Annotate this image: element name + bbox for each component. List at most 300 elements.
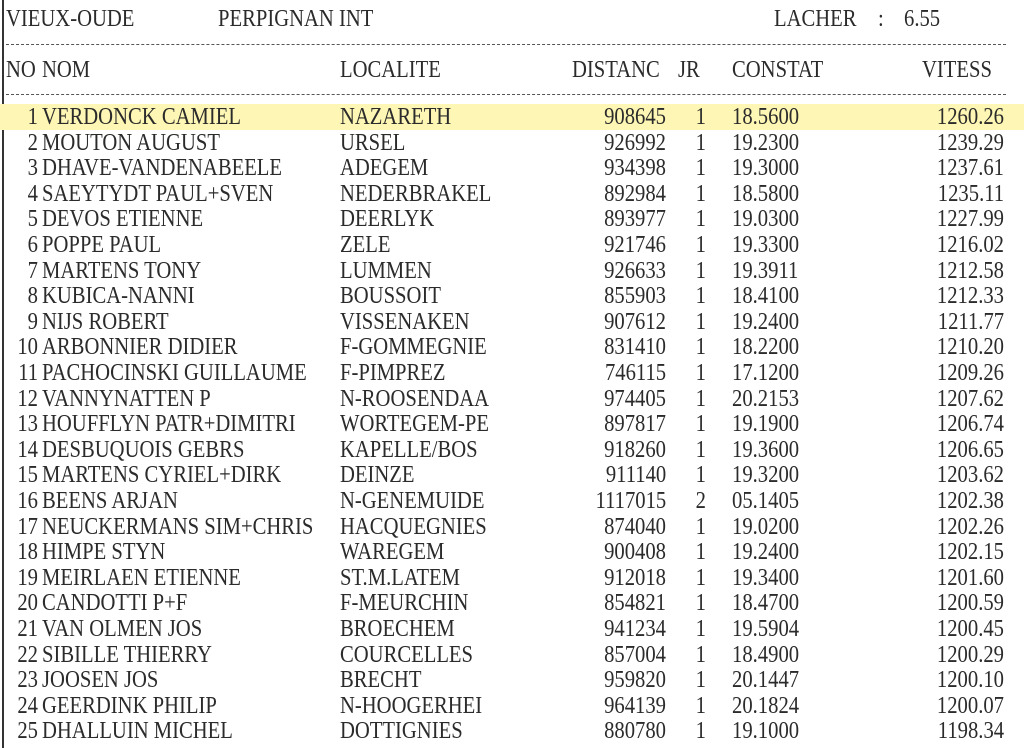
row-distance-cell bbox=[595, 360, 666, 386]
table-row bbox=[0, 334, 1024, 360]
row-day-cell bbox=[694, 514, 706, 540]
row-day: 1 bbox=[695, 155, 706, 182]
row-name: GEERDINK PHILIP bbox=[42, 692, 217, 719]
row-constat-cell bbox=[732, 462, 810, 488]
row-day: 1 bbox=[695, 360, 706, 386]
row-localite-cell bbox=[340, 616, 473, 642]
row-localite-cell bbox=[340, 360, 463, 386]
row-no: 24 bbox=[17, 692, 38, 719]
row-constat-cell bbox=[732, 360, 810, 386]
row-speed-cell bbox=[926, 514, 1004, 540]
row-distance: 900408 bbox=[604, 539, 666, 566]
row-localite-cell bbox=[340, 386, 513, 412]
row-name: VAN OLMEN JOS bbox=[42, 616, 203, 642]
row-no-cell bbox=[14, 642, 38, 668]
row-constat-cell bbox=[732, 155, 810, 181]
row-no: 21 bbox=[17, 616, 38, 642]
row-localite: BROECHEM bbox=[340, 616, 455, 642]
row-localite-cell bbox=[340, 181, 516, 207]
row-day-cell bbox=[694, 667, 706, 693]
row-constat: 18.2200 bbox=[732, 334, 800, 361]
row-name-cell bbox=[42, 181, 311, 207]
row-constat: 18.4700 bbox=[732, 590, 800, 617]
row-no-cell bbox=[26, 232, 38, 258]
race-name: PERPIGNAN INT bbox=[218, 6, 374, 32]
table-row bbox=[0, 590, 1024, 616]
row-localite-cell bbox=[340, 565, 480, 591]
row-distance: 857004 bbox=[604, 641, 666, 668]
row-localite: WAREGEM bbox=[340, 539, 445, 566]
table-row bbox=[0, 616, 1024, 642]
row-speed: 1207.62 bbox=[936, 385, 1004, 412]
row-constat-cell bbox=[732, 642, 810, 668]
row-speed-cell bbox=[926, 130, 1004, 156]
row-constat: 19.3300 bbox=[732, 232, 800, 258]
row-localite-cell bbox=[340, 104, 469, 130]
row-localite-cell bbox=[340, 590, 489, 616]
row-distance-cell bbox=[594, 411, 666, 437]
row-speed: 1211.77 bbox=[937, 308, 1004, 335]
row-name-cell bbox=[42, 514, 358, 540]
row-constat-cell bbox=[732, 206, 810, 232]
row-name: KUBICA-NANNI bbox=[42, 283, 195, 310]
row-localite: KAPELLE/BOS bbox=[340, 436, 478, 463]
row-speed: 1198.34 bbox=[937, 718, 1004, 745]
row-name: DEVOS ETIENNE bbox=[42, 206, 204, 233]
row-constat-cell bbox=[732, 130, 810, 156]
row-localite: ZELE bbox=[340, 232, 391, 258]
table-row bbox=[0, 462, 1024, 488]
row-localite-cell bbox=[340, 258, 447, 284]
row-day-cell bbox=[694, 130, 706, 156]
row-constat: 19.5904 bbox=[732, 616, 800, 642]
row-localite: N-ROOSENDAA bbox=[340, 385, 490, 412]
row-name-cell bbox=[42, 232, 181, 258]
row-speed: 1216.02 bbox=[936, 232, 1004, 258]
row-name-cell bbox=[42, 462, 320, 488]
row-name-cell bbox=[42, 667, 177, 693]
row-name: HOUFFLYN PATR+DIMITRI bbox=[42, 411, 296, 438]
row-day: 1 bbox=[695, 283, 706, 310]
row-no-cell bbox=[15, 360, 38, 386]
row-speed: 1201.60 bbox=[936, 564, 1004, 591]
row-speed-cell bbox=[926, 539, 1004, 565]
row-name-cell bbox=[42, 539, 185, 565]
row-name: SAEYTYDT PAUL+SVEN bbox=[42, 180, 274, 207]
row-no: 4 bbox=[27, 180, 38, 207]
row-constat: 20.1824 bbox=[732, 692, 800, 719]
table-row bbox=[0, 130, 1024, 156]
row-name: ARBONNIER DIDIER bbox=[42, 334, 238, 361]
row-no: 25 bbox=[17, 718, 38, 745]
row-distance: 897817 bbox=[604, 411, 666, 438]
row-constat: 20.2153 bbox=[732, 385, 800, 412]
row-name: MARTENS CYRIEL+DIRK bbox=[42, 462, 282, 489]
row-no-cell bbox=[14, 462, 38, 488]
row-no-cell bbox=[26, 309, 38, 335]
row-localite: NAZARETH bbox=[340, 104, 452, 130]
row-day: 1 bbox=[695, 564, 706, 591]
table-row bbox=[0, 411, 1024, 437]
row-name: BEENS ARJAN bbox=[42, 488, 178, 514]
row-constat-cell bbox=[732, 334, 810, 360]
row-name: HIMPE STYN bbox=[42, 539, 166, 566]
row-day-cell bbox=[694, 334, 706, 360]
row-distance-cell bbox=[594, 437, 666, 463]
row-speed: 1200.59 bbox=[936, 590, 1004, 617]
row-day: 1 bbox=[695, 590, 706, 617]
row-distance: 831410 bbox=[604, 334, 666, 361]
row-speed-cell bbox=[927, 718, 1004, 744]
row-distance: 911140 bbox=[605, 462, 666, 489]
row-speed: 1260.26 bbox=[936, 104, 1004, 130]
row-speed-cell bbox=[926, 462, 1004, 488]
row-day-cell bbox=[694, 411, 706, 437]
row-speed-cell bbox=[926, 616, 1004, 642]
row-name: PACHOCINSKI GUILLAUME bbox=[42, 360, 307, 386]
row-no: 18 bbox=[17, 539, 38, 566]
row-localite: LUMMEN bbox=[340, 257, 432, 284]
row-name-cell bbox=[42, 130, 249, 156]
table-row bbox=[0, 181, 1024, 207]
row-distance-cell bbox=[594, 616, 666, 642]
row-no: 13 bbox=[17, 411, 38, 438]
row-day-cell bbox=[694, 462, 706, 488]
table-row bbox=[0, 437, 1024, 463]
row-localite-cell bbox=[340, 642, 495, 668]
row-name: NEUCKERMANS SIM+CHRIS bbox=[42, 513, 314, 540]
row-constat-cell bbox=[732, 488, 810, 514]
row-no-cell bbox=[14, 514, 38, 540]
row-distance: 1117015 bbox=[595, 488, 666, 514]
row-constat-cell bbox=[732, 283, 810, 309]
row-day: 1 bbox=[695, 513, 706, 540]
row-day: 1 bbox=[695, 180, 706, 207]
row-day: 1 bbox=[695, 616, 706, 642]
row-localite-cell bbox=[340, 514, 511, 540]
row-day-cell bbox=[694, 642, 706, 668]
row-localite: URSEL bbox=[340, 129, 406, 156]
row-speed-cell bbox=[926, 642, 1004, 668]
table-row bbox=[0, 386, 1024, 412]
row-no-cell bbox=[14, 616, 38, 642]
row-no-cell bbox=[14, 718, 38, 744]
row-distance-cell bbox=[594, 386, 666, 412]
row-constat: 19.2400 bbox=[732, 539, 800, 566]
row-name: DHALLUIN MICHEL bbox=[42, 718, 233, 745]
row-day: 1 bbox=[695, 308, 706, 335]
row-localite: DEINZE bbox=[340, 462, 415, 489]
row-day: 1 bbox=[695, 385, 706, 412]
row-distance-cell bbox=[594, 539, 666, 565]
row-constat: 19.0300 bbox=[732, 206, 800, 233]
table-row bbox=[0, 514, 1024, 540]
row-speed: 1200.07 bbox=[936, 692, 1004, 719]
row-day: 1 bbox=[695, 257, 706, 284]
row-speed: 1239.29 bbox=[936, 129, 1004, 156]
row-localite-cell bbox=[340, 232, 399, 258]
row-no: 14 bbox=[17, 436, 38, 463]
row-distance-cell bbox=[594, 155, 666, 181]
row-constat-cell bbox=[732, 258, 809, 284]
row-no-cell bbox=[26, 130, 38, 156]
row-distance-cell bbox=[594, 693, 666, 719]
row-constat: 19.0200 bbox=[732, 513, 800, 540]
row-day: 1 bbox=[695, 718, 706, 745]
row-speed: 1235.11 bbox=[937, 180, 1004, 207]
row-constat: 19.2300 bbox=[732, 129, 800, 156]
table-row bbox=[0, 155, 1024, 181]
row-localite-cell bbox=[340, 539, 461, 565]
row-distance-cell bbox=[594, 718, 666, 744]
row-no: 20 bbox=[17, 590, 38, 617]
row-no-cell bbox=[14, 437, 38, 463]
row-distance-cell bbox=[594, 206, 666, 232]
row-name-cell bbox=[42, 411, 337, 437]
row-name-cell bbox=[42, 283, 219, 309]
row-name-cell bbox=[42, 565, 273, 591]
row-localite: DEERLYK bbox=[340, 206, 435, 233]
row-constat: 19.3911 bbox=[732, 257, 799, 284]
row-localite-cell bbox=[340, 693, 505, 719]
row-day: 1 bbox=[695, 667, 706, 694]
row-constat: 20.1447 bbox=[732, 667, 800, 694]
row-speed-cell bbox=[927, 181, 1004, 207]
row-distance: 974405 bbox=[604, 385, 666, 412]
row-speed: 1202.26 bbox=[936, 513, 1004, 540]
row-day-cell bbox=[694, 488, 706, 514]
row-speed-cell bbox=[926, 334, 1004, 360]
row-no-cell bbox=[14, 386, 38, 412]
row-constat: 19.2400 bbox=[732, 308, 800, 335]
release-label: LACHER bbox=[774, 6, 857, 32]
row-distance: 964139 bbox=[604, 692, 666, 719]
row-localite: N-GENEMUIDE bbox=[340, 488, 485, 514]
release-separator: : bbox=[878, 6, 884, 32]
row-localite-cell bbox=[340, 411, 513, 437]
row-distance: 855903 bbox=[604, 283, 666, 310]
row-day: 1 bbox=[695, 436, 706, 463]
row-name-cell bbox=[42, 360, 350, 386]
row-day-cell bbox=[694, 718, 706, 744]
row-name-cell bbox=[42, 693, 245, 719]
row-day-cell bbox=[694, 693, 706, 719]
row-distance: 959820 bbox=[604, 667, 666, 694]
table-row bbox=[0, 258, 1024, 284]
row-distance-cell bbox=[594, 334, 666, 360]
row-constat-cell bbox=[732, 590, 810, 616]
row-distance-cell bbox=[594, 258, 666, 284]
col-no: NO bbox=[6, 57, 36, 83]
row-localite-cell bbox=[340, 283, 457, 309]
row-name: VERDONCK CAMIEL bbox=[42, 104, 241, 130]
row-constat-cell bbox=[732, 539, 810, 565]
row-name: JOOSEN JOS bbox=[42, 667, 159, 694]
row-no: 22 bbox=[17, 641, 38, 668]
row-localite-cell bbox=[340, 130, 416, 156]
row-day-cell bbox=[694, 360, 706, 386]
row-day-cell bbox=[694, 283, 706, 309]
row-no-cell bbox=[14, 565, 38, 591]
row-no-cell bbox=[14, 667, 38, 693]
row-no: 9 bbox=[27, 308, 38, 335]
row-day-cell bbox=[694, 155, 706, 181]
row-speed-cell bbox=[926, 590, 1004, 616]
row-constat: 19.1900 bbox=[732, 411, 800, 438]
row-constat-cell bbox=[732, 104, 810, 130]
row-day-cell bbox=[694, 539, 706, 565]
row-no: 8 bbox=[27, 283, 38, 310]
row-no: 15 bbox=[17, 462, 38, 489]
row-no: 17 bbox=[17, 513, 38, 540]
row-localite: F-GOMMEGNIE bbox=[340, 334, 487, 361]
row-name-cell bbox=[42, 258, 227, 284]
row-localite-cell bbox=[340, 718, 483, 744]
row-day-cell bbox=[694, 258, 706, 284]
row-no-cell bbox=[26, 181, 38, 207]
row-constat-cell bbox=[732, 693, 810, 719]
row-localite: VISSENAKEN bbox=[340, 308, 470, 335]
row-name-cell bbox=[42, 386, 238, 412]
row-distance: 854821 bbox=[604, 590, 666, 617]
table-row bbox=[0, 360, 1024, 386]
row-distance-cell bbox=[584, 488, 666, 514]
row-no-cell bbox=[26, 206, 38, 232]
row-distance-cell bbox=[594, 104, 666, 130]
row-speed-cell bbox=[926, 155, 1004, 181]
row-speed-cell bbox=[926, 232, 1004, 258]
row-name-cell bbox=[42, 642, 240, 668]
row-distance: 918260 bbox=[604, 436, 666, 463]
row-constat-cell bbox=[732, 181, 810, 207]
row-name-cell bbox=[42, 488, 200, 514]
row-name-cell bbox=[42, 206, 229, 232]
row-distance-cell bbox=[594, 130, 666, 156]
row-constat: 19.3000 bbox=[732, 155, 800, 182]
row-distance: 934398 bbox=[604, 155, 666, 182]
row-day-cell bbox=[694, 386, 706, 412]
table-row bbox=[0, 693, 1024, 719]
row-localite: N-HOOGERHEI bbox=[340, 692, 483, 719]
row-distance-cell bbox=[594, 309, 666, 335]
row-no-cell bbox=[14, 590, 38, 616]
row-speed-cell bbox=[926, 693, 1004, 719]
row-speed-cell bbox=[926, 104, 1004, 130]
row-localite: COURCELLES bbox=[340, 641, 474, 668]
row-no: 5 bbox=[27, 206, 38, 233]
table-row bbox=[0, 104, 1024, 130]
table-row bbox=[0, 718, 1024, 744]
row-name: MARTENS TONY bbox=[42, 257, 202, 284]
row-speed: 1212.58 bbox=[936, 257, 1004, 284]
row-constat-cell bbox=[732, 616, 810, 642]
table-row bbox=[0, 206, 1024, 232]
row-no: 19 bbox=[17, 564, 38, 591]
row-constat-cell bbox=[732, 309, 810, 335]
row-no-cell bbox=[14, 693, 38, 719]
row-day-cell bbox=[694, 565, 706, 591]
row-day: 1 bbox=[695, 692, 706, 719]
row-name: MOUTON AUGUST bbox=[42, 129, 220, 156]
row-speed: 1202.15 bbox=[936, 539, 1004, 566]
row-distance-cell bbox=[596, 462, 666, 488]
row-day: 2 bbox=[695, 488, 706, 514]
row-day: 1 bbox=[695, 539, 706, 566]
row-speed: 1237.61 bbox=[936, 155, 1004, 182]
row-localite-cell bbox=[340, 155, 443, 181]
row-name-cell bbox=[42, 155, 321, 181]
row-speed: 1210.20 bbox=[936, 334, 1004, 361]
row-day-cell bbox=[694, 206, 706, 232]
row-speed-cell bbox=[926, 411, 1004, 437]
row-day: 1 bbox=[695, 462, 706, 489]
row-speed: 1200.45 bbox=[936, 616, 1004, 642]
row-localite-cell bbox=[340, 437, 500, 463]
row-distance: 880780 bbox=[604, 718, 666, 745]
row-constat-cell bbox=[732, 667, 810, 693]
release-time: 6.55 bbox=[904, 6, 941, 32]
row-day: 1 bbox=[695, 104, 706, 130]
row-constat-cell bbox=[732, 232, 810, 258]
row-localite: BOUSSOIT bbox=[340, 283, 441, 310]
row-speed: 1200.10 bbox=[936, 667, 1004, 694]
row-name-cell bbox=[42, 718, 264, 744]
row-no: 6 bbox=[27, 232, 38, 258]
row-day: 1 bbox=[695, 232, 706, 258]
row-constat-cell bbox=[732, 411, 810, 437]
row-speed: 1200.29 bbox=[936, 641, 1004, 668]
row-constat: 19.3600 bbox=[732, 436, 800, 463]
header-divider bbox=[6, 44, 1006, 45]
row-distance-cell bbox=[594, 667, 666, 693]
row-name-cell bbox=[42, 309, 189, 335]
row-distance: 908645 bbox=[604, 104, 666, 130]
row-day-cell bbox=[694, 104, 706, 130]
table-row bbox=[0, 283, 1024, 309]
row-distance-cell bbox=[594, 181, 666, 207]
col-distanc: DISTANC bbox=[572, 57, 660, 83]
table-row bbox=[0, 309, 1024, 335]
row-speed-cell bbox=[926, 206, 1004, 232]
table-row bbox=[0, 488, 1024, 514]
row-localite-cell bbox=[340, 334, 511, 360]
row-name-cell bbox=[42, 616, 228, 642]
row-speed: 1206.74 bbox=[936, 411, 1004, 438]
row-localite-cell bbox=[340, 462, 427, 488]
row-constat: 17.1200 bbox=[732, 360, 800, 386]
row-constat: 18.4900 bbox=[732, 641, 800, 668]
row-name: VANNYNATTEN P bbox=[42, 385, 211, 412]
row-speed-cell bbox=[926, 258, 1004, 284]
row-speed: 1206.65 bbox=[936, 436, 1004, 463]
row-no-cell bbox=[26, 155, 38, 181]
row-day-cell bbox=[694, 616, 706, 642]
row-no: 10 bbox=[17, 334, 38, 361]
row-speed: 1209.26 bbox=[936, 360, 1004, 386]
row-no: 1 bbox=[27, 104, 38, 130]
col-nom: NOM bbox=[42, 57, 91, 83]
col-jr: JR bbox=[678, 57, 700, 83]
table-row bbox=[0, 642, 1024, 668]
table-row bbox=[0, 539, 1024, 565]
row-no-cell bbox=[14, 334, 38, 360]
row-no: 2 bbox=[27, 129, 38, 156]
row-speed-cell bbox=[926, 437, 1004, 463]
row-distance: 893977 bbox=[604, 206, 666, 233]
row-constat: 18.4100 bbox=[732, 283, 800, 310]
row-distance-cell bbox=[594, 642, 666, 668]
row-day-cell bbox=[694, 232, 706, 258]
